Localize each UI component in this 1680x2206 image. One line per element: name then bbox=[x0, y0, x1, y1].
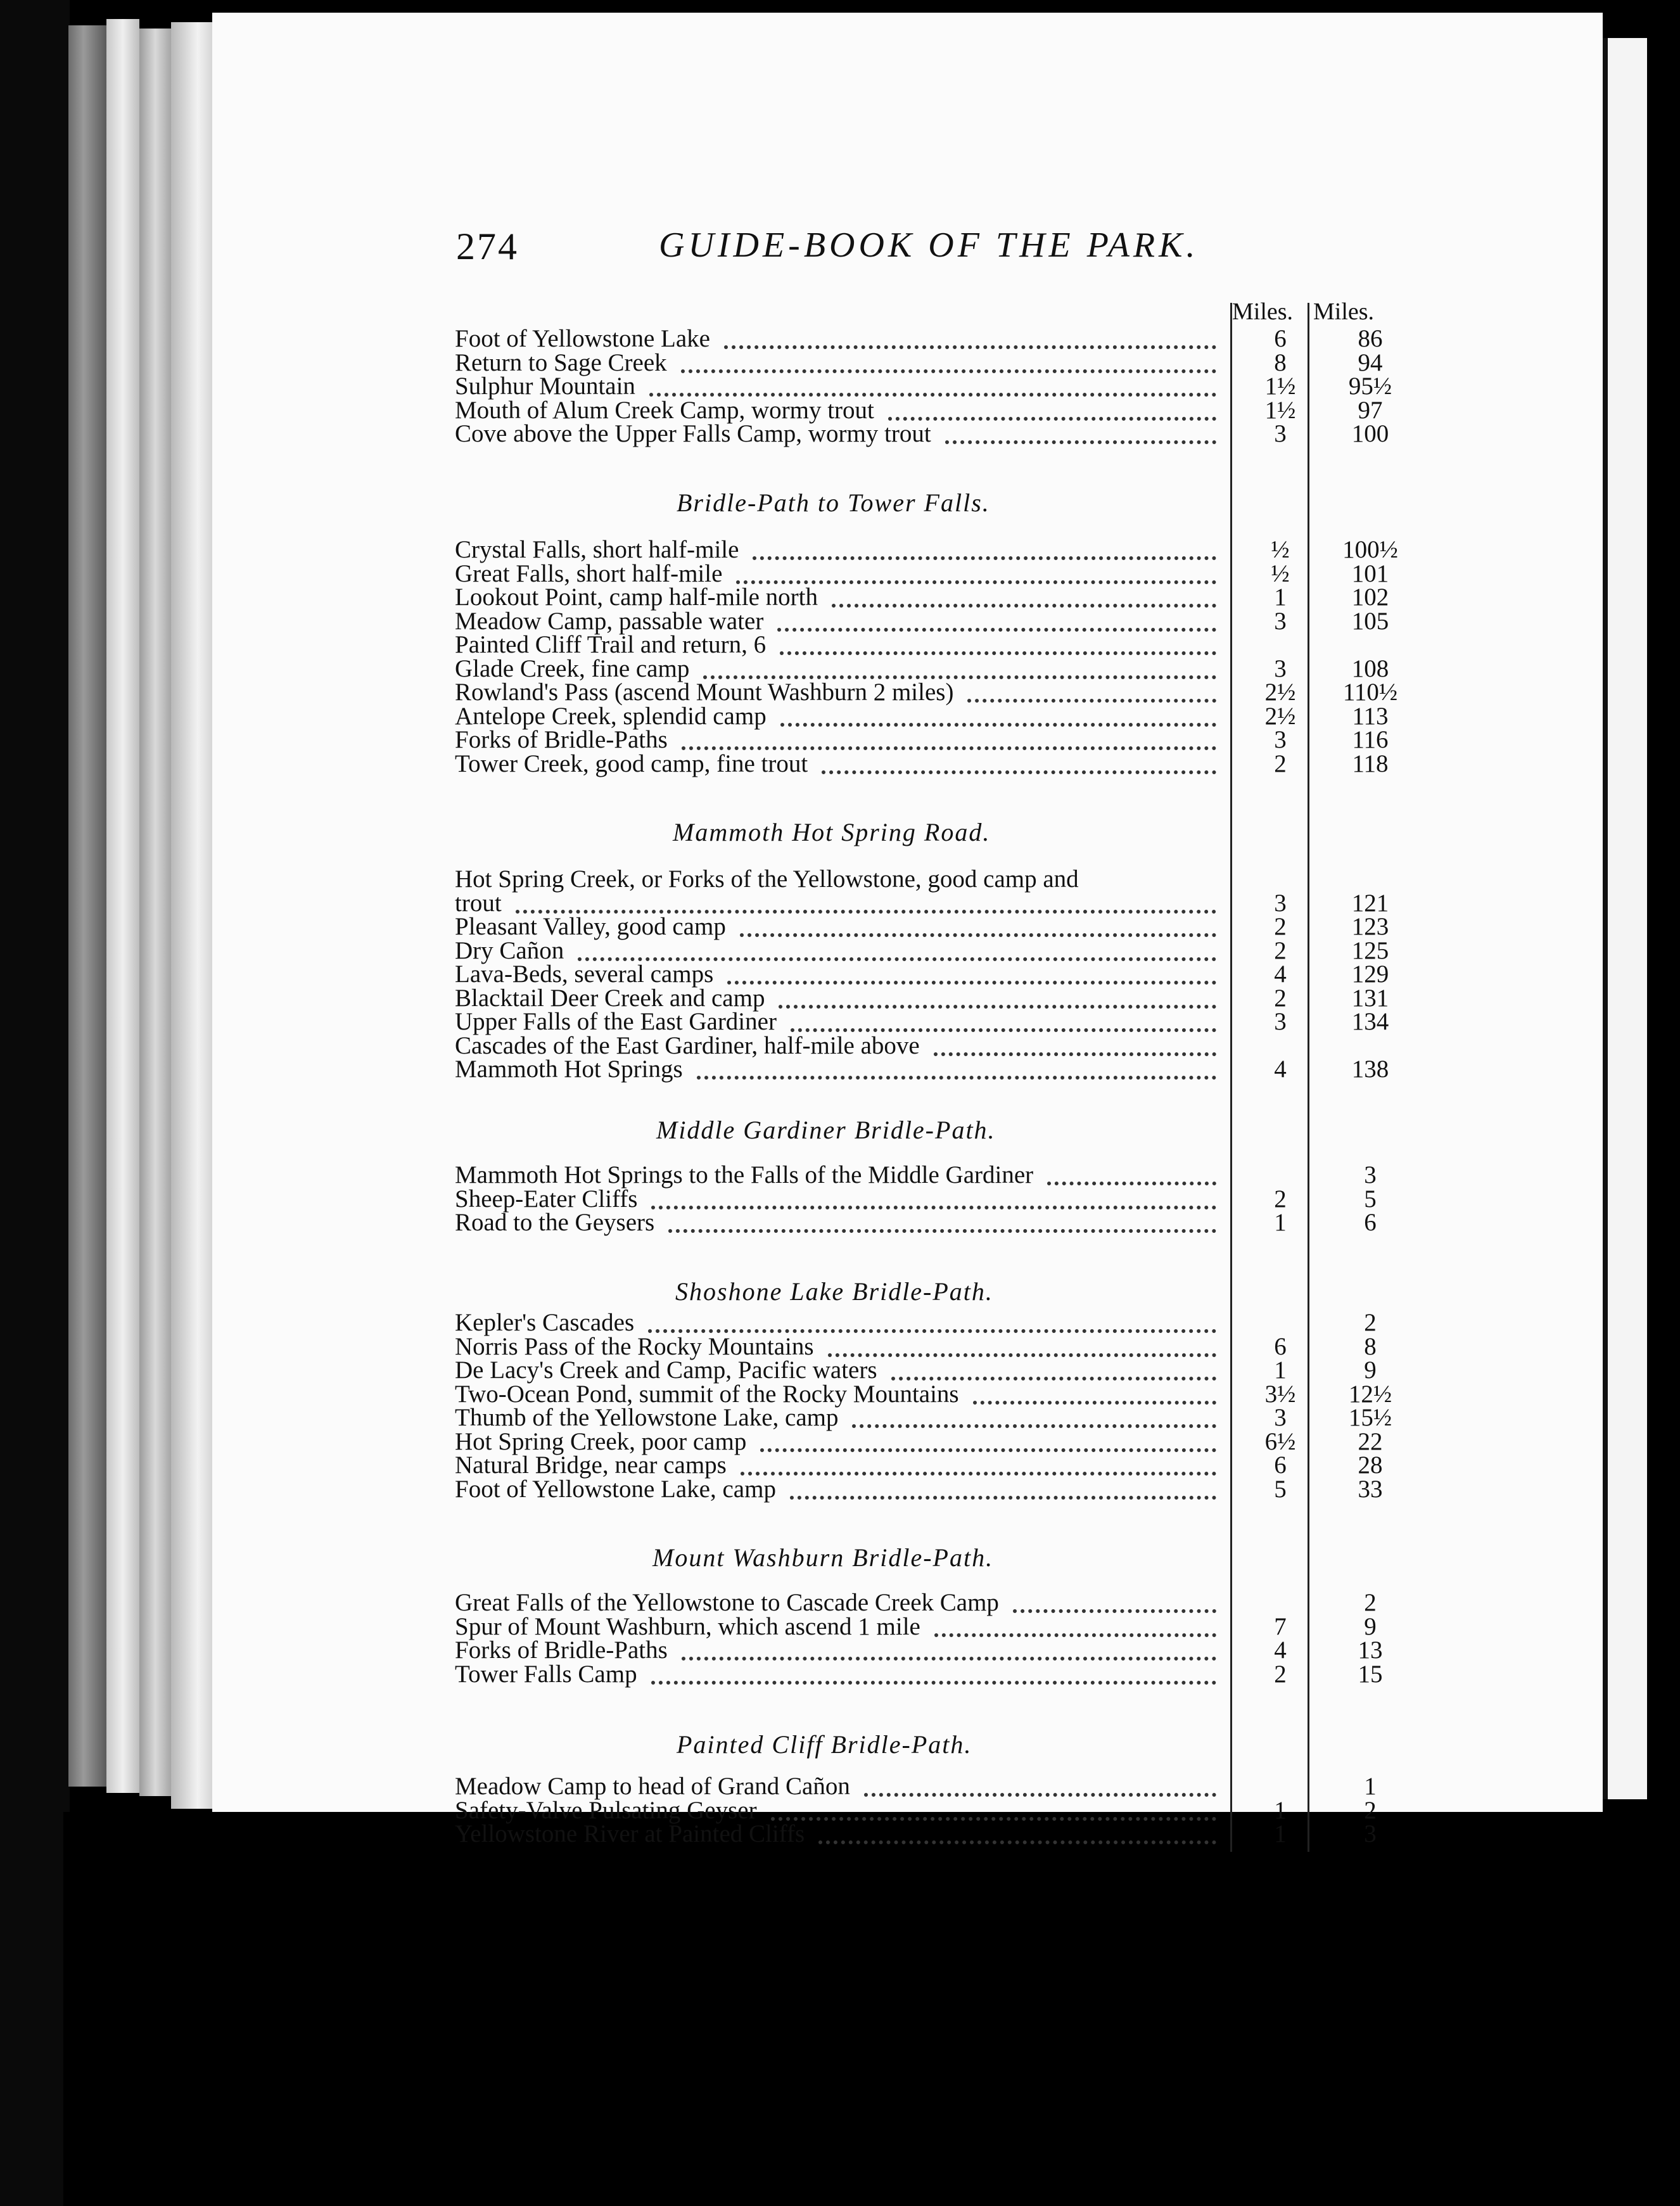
miles-leg-value: 3 bbox=[1274, 889, 1287, 917]
miles-total-value: 108 bbox=[1351, 654, 1389, 682]
miles-total-value: 95½ bbox=[1348, 373, 1392, 400]
dot-leader bbox=[790, 1474, 1216, 1500]
place-label: Great Falls, short half-mile bbox=[455, 559, 723, 587]
place-label: Blacktail Deer Creek and camp bbox=[455, 984, 765, 1012]
dot-leader bbox=[668, 1208, 1216, 1233]
place-label: Lookout Point, camp half-mile north bbox=[455, 583, 818, 611]
miles-total-value: 123 bbox=[1351, 913, 1389, 940]
miles-total-value: 94 bbox=[1358, 348, 1383, 376]
miles-leg-value: 4 bbox=[1274, 1055, 1287, 1083]
dot-leader bbox=[864, 1771, 1216, 1797]
place-label: Yellowstone River at Painted Cliffs bbox=[455, 1820, 805, 1847]
miles-total-value: 121 bbox=[1351, 889, 1389, 917]
miles-total-value: 3 bbox=[1364, 1161, 1377, 1189]
place-label: Painted Cliff Trail and return, 6 bbox=[455, 631, 767, 658]
dot-leader bbox=[682, 1635, 1216, 1661]
miles-leg-value: 2 bbox=[1274, 984, 1287, 1012]
miles-leg-value: 3½ bbox=[1264, 1380, 1296, 1408]
dot-leader bbox=[771, 1795, 1216, 1821]
miles-total-value: 1 bbox=[1364, 1773, 1377, 1800]
miles-total-value: 12½ bbox=[1348, 1380, 1392, 1408]
page-header bbox=[456, 225, 1216, 276]
page-edges bbox=[106, 19, 139, 1793]
dot-leader bbox=[945, 419, 1216, 444]
facing-page-edge bbox=[1603, 38, 1647, 1799]
miles-leg-value: 1 bbox=[1274, 583, 1287, 611]
miles-total-value: 100½ bbox=[1342, 536, 1398, 563]
dot-leader bbox=[852, 1403, 1216, 1428]
dot-leader bbox=[891, 1355, 1216, 1380]
page-number: 274 bbox=[456, 226, 519, 267]
miles-leg-value: 6 bbox=[1274, 1332, 1287, 1360]
miles-total-value: 125 bbox=[1351, 936, 1389, 964]
column-header-miles-leg: Miles. bbox=[1232, 298, 1294, 325]
dot-leader bbox=[648, 1308, 1216, 1333]
dot-leader bbox=[934, 1612, 1216, 1637]
miles-leg-value: 5 bbox=[1274, 1475, 1287, 1503]
miles-total-value: 129 bbox=[1351, 960, 1389, 988]
miles-total-value: 110½ bbox=[1342, 679, 1398, 706]
miles-total-value: 5 bbox=[1364, 1185, 1377, 1213]
miles-leg-value: 2½ bbox=[1264, 702, 1296, 730]
miles-leg-value: 2 bbox=[1274, 1185, 1287, 1213]
place-label: Meadow Camp, passable water bbox=[455, 607, 764, 635]
dot-leader bbox=[828, 1332, 1216, 1357]
miles-leg-value: 4 bbox=[1274, 1636, 1287, 1664]
dot-leader bbox=[753, 535, 1216, 560]
place-label: Great Falls of the Yellowstone to Cascade Creek Camp bbox=[455, 1589, 999, 1616]
dot-leader bbox=[1047, 1160, 1216, 1185]
dot-leader bbox=[973, 1379, 1216, 1405]
miles-total-value: 116 bbox=[1352, 726, 1389, 753]
dot-leader bbox=[682, 725, 1216, 750]
place-label: Hot Spring Creek, poor camp bbox=[455, 1427, 747, 1455]
miles-total-value: 2 bbox=[1364, 1309, 1377, 1336]
miles-leg-value: 2 bbox=[1274, 749, 1287, 777]
dot-leader bbox=[578, 936, 1216, 961]
dot-leader bbox=[832, 582, 1216, 608]
section-title: Painted Cliff Bridle-Path. bbox=[677, 1730, 972, 1759]
place-label: Thumb of the Yellowstone Lake, camp bbox=[455, 1404, 839, 1431]
miles-total-value: 2 bbox=[1364, 1589, 1377, 1616]
miles-total-value: 33 bbox=[1358, 1475, 1383, 1503]
miles-leg-value: 1 bbox=[1274, 1796, 1287, 1824]
miles-leg-value: 2 bbox=[1274, 1660, 1287, 1688]
miles-total-value: 113 bbox=[1352, 702, 1389, 730]
dot-leader bbox=[651, 1184, 1216, 1209]
dot-leader bbox=[780, 630, 1216, 655]
miles-leg-value: 7 bbox=[1274, 1612, 1287, 1640]
miles-total-value: 138 bbox=[1351, 1055, 1389, 1083]
place-label: Kepler's Cascades bbox=[455, 1309, 635, 1336]
place-label: Dry Cañon bbox=[455, 936, 564, 964]
miles-total-value: 105 bbox=[1351, 607, 1389, 635]
miles-leg-value: ½ bbox=[1271, 536, 1290, 563]
place-label: Return to Sage Creek bbox=[455, 348, 667, 376]
miles-leg-value: 6 bbox=[1274, 1451, 1287, 1479]
miles-leg-value: 3 bbox=[1274, 654, 1287, 682]
dot-leader bbox=[777, 606, 1216, 632]
place-label: Rowland's Pass (ascend Mount Washburn 2 miles) bbox=[455, 679, 954, 706]
miles-total-value: 131 bbox=[1351, 984, 1389, 1012]
page-edges bbox=[171, 22, 215, 1809]
place-label: Glade Creek, fine camp bbox=[455, 654, 690, 682]
page-edges bbox=[139, 29, 171, 1796]
miles-total-value: 3 bbox=[1364, 1820, 1377, 1847]
place-label: Cove above the Upper Falls Camp, wormy trout bbox=[455, 420, 931, 447]
book-spine bbox=[0, 0, 70, 2206]
place-label: Tower Falls Camp bbox=[455, 1660, 637, 1688]
miles-leg-value: 1 bbox=[1274, 1356, 1287, 1384]
dot-leader bbox=[1013, 1588, 1216, 1613]
place-label: trout bbox=[455, 889, 502, 917]
dot-leader bbox=[760, 1427, 1216, 1452]
miles-total-value: 28 bbox=[1358, 1451, 1383, 1479]
miles-total-value: 9 bbox=[1364, 1356, 1377, 1384]
miles-total-value: 134 bbox=[1351, 1008, 1389, 1035]
miles-total-value: 9 bbox=[1364, 1612, 1377, 1640]
miles-total-value: 86 bbox=[1358, 325, 1383, 352]
dot-leader bbox=[651, 1659, 1216, 1685]
place-label: Safety-Valve Pulsating Geyser bbox=[455, 1796, 757, 1824]
place-label: Foot of Yellowstone Lake bbox=[455, 325, 710, 352]
miles-leg-value: 1½ bbox=[1264, 396, 1296, 424]
miles-total-value: 97 bbox=[1358, 396, 1383, 424]
dot-leader bbox=[741, 1450, 1216, 1476]
miles-total-value: 101 bbox=[1351, 559, 1389, 587]
miles-total-value: 22 bbox=[1358, 1427, 1383, 1455]
miles-total-value: 15 bbox=[1358, 1660, 1383, 1688]
miles-leg-value: 8 bbox=[1274, 348, 1287, 376]
place-label: Foot of Yellowstone Lake, camp bbox=[455, 1475, 776, 1503]
place-label: Hot Spring Creek, or Forks of the Yellowstone, good camp and bbox=[455, 865, 1079, 893]
dot-leader bbox=[516, 888, 1216, 914]
miles-leg-value: ½ bbox=[1271, 559, 1290, 587]
dot-leader bbox=[888, 395, 1216, 421]
place-label: Sheep-Eater Cliffs bbox=[455, 1185, 638, 1213]
section-title: Mammoth Hot Spring Road. bbox=[673, 818, 991, 846]
place-label: Meadow Camp to head of Grand Cañon bbox=[455, 1773, 850, 1800]
place-label: De Lacy's Creek and Camp, Pacific waters bbox=[455, 1356, 877, 1384]
dot-leader bbox=[697, 1054, 1216, 1080]
miles-total-value: 100 bbox=[1351, 420, 1389, 447]
dot-leader bbox=[780, 701, 1216, 727]
dot-leader bbox=[779, 983, 1216, 1009]
place-label: Pleasant Valley, good camp bbox=[455, 913, 726, 940]
dot-leader bbox=[736, 559, 1216, 584]
place-label: Cascades of the East Gardiner, half-mile above bbox=[455, 1031, 920, 1059]
miles-leg-value: 6½ bbox=[1264, 1427, 1296, 1455]
place-label: Forks of Bridle-Paths bbox=[455, 726, 668, 753]
place-label: Two-Ocean Pond, summit of the Rocky Mountains bbox=[455, 1380, 959, 1408]
place-label: Tower Creek, good camp, fine trout bbox=[455, 749, 808, 777]
miles-leg-value: 3 bbox=[1274, 1404, 1287, 1431]
column-header-miles-total: Miles. bbox=[1313, 298, 1375, 325]
place-label: Lava-Beds, several camps bbox=[455, 960, 714, 988]
section-title: Shoshone Lake Bridle-Path. bbox=[675, 1277, 993, 1306]
miles-total-value: 102 bbox=[1351, 583, 1389, 611]
miles-leg-value: 1 bbox=[1274, 1209, 1287, 1236]
dot-leader bbox=[724, 324, 1216, 349]
dot-leader bbox=[967, 677, 1216, 703]
section-title: Bridle-Path to Tower Falls. bbox=[677, 488, 990, 517]
miles-leg-value: 3 bbox=[1274, 1008, 1287, 1035]
dot-leader bbox=[649, 371, 1216, 397]
miles-leg-value: 6 bbox=[1274, 325, 1287, 352]
page-edges bbox=[68, 25, 106, 1787]
place-label: Forks of Bridle-Paths bbox=[455, 1636, 668, 1664]
scan-background bbox=[63, 1812, 1603, 2206]
miles-total-value: 13 bbox=[1358, 1636, 1383, 1664]
dot-leader bbox=[681, 348, 1216, 373]
place-label: Upper Falls of the East Gardiner bbox=[455, 1008, 777, 1035]
section-title: Mount Washburn Bridle-Path. bbox=[652, 1543, 994, 1572]
column-rule bbox=[1230, 303, 1232, 1852]
miles-total-value: 2 bbox=[1364, 1796, 1377, 1824]
facing-page-gutter bbox=[1603, 38, 1608, 1799]
dot-leader bbox=[934, 1031, 1216, 1056]
miles-leg-value: 2 bbox=[1274, 913, 1287, 940]
miles-total-value: 118 bbox=[1352, 749, 1389, 777]
miles-leg-value: 2 bbox=[1274, 936, 1287, 964]
miles-leg-value: 1 bbox=[1274, 1820, 1287, 1847]
section-title: Middle Gardiner Bridle-Path. bbox=[656, 1116, 996, 1144]
miles-leg-value: 3 bbox=[1274, 420, 1287, 447]
miles-total-value: 15½ bbox=[1348, 1404, 1392, 1431]
dot-leader bbox=[727, 959, 1216, 985]
dot-leader bbox=[791, 1007, 1216, 1032]
place-label: Mouth of Alum Creek Camp, wormy trout bbox=[455, 396, 874, 424]
place-label: Sulphur Mountain bbox=[455, 373, 635, 400]
place-label: Road to the Geysers bbox=[455, 1209, 655, 1236]
dot-leader bbox=[818, 1819, 1216, 1844]
miles-leg-value: 4 bbox=[1274, 960, 1287, 988]
place-label: Norris Pass of the Rocky Mountains bbox=[455, 1332, 814, 1360]
miles-leg-value: 2½ bbox=[1264, 679, 1296, 706]
place-label: Mammoth Hot Springs to the Falls of the Middle Gardiner bbox=[455, 1161, 1034, 1189]
place-label: Spur of Mount Washburn, which ascend 1 mile bbox=[455, 1612, 920, 1640]
place-label: Natural Bridge, near camps bbox=[455, 1451, 727, 1479]
miles-leg-value: 3 bbox=[1274, 726, 1287, 753]
miles-leg-value: 1½ bbox=[1264, 373, 1296, 400]
miles-leg-value: 3 bbox=[1274, 607, 1287, 635]
dot-leader bbox=[822, 749, 1216, 774]
miles-total-value: 6 bbox=[1364, 1209, 1377, 1236]
place-label: Antelope Creek, splendid camp bbox=[455, 702, 767, 730]
place-label: Crystal Falls, short half-mile bbox=[455, 536, 739, 563]
miles-total-value: 8 bbox=[1364, 1332, 1377, 1360]
dot-leader bbox=[703, 654, 1216, 679]
place-label: Mammoth Hot Springs bbox=[455, 1055, 683, 1083]
dot-leader bbox=[740, 912, 1216, 937]
running-title: GUIDE-BOOK OF THE PARK. bbox=[659, 226, 1199, 265]
